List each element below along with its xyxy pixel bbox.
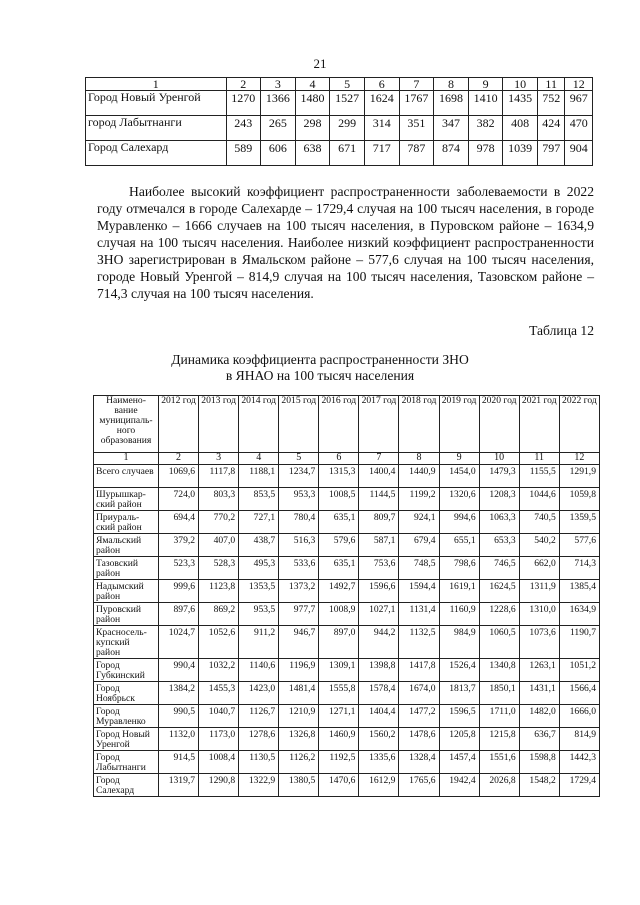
value-cell: 1674,0: [399, 682, 439, 705]
value-cell: 1126,7: [239, 705, 279, 728]
value-cell: 1290,8: [199, 774, 239, 797]
year-header-cell: 2012 год: [159, 396, 199, 453]
value-cell: 1423,0: [239, 682, 279, 705]
value-cell: 1228,6: [479, 603, 519, 626]
page-number: 21: [313, 56, 327, 71]
value-cell: 606: [261, 141, 296, 166]
table-row: [86, 91, 593, 116]
value-cell: 727,1: [239, 511, 279, 534]
value-cell: 1032,2: [199, 659, 239, 682]
value-cell: 587,1: [359, 534, 399, 557]
column-number-cell: 3: [261, 78, 296, 91]
value-cell: 897,6: [159, 603, 199, 626]
column-number-cell: 9: [468, 78, 503, 91]
table-row: [94, 705, 600, 728]
value-cell: 1359,5: [559, 511, 599, 534]
column-number-cell: 2: [159, 453, 199, 465]
value-cell: 1551,6: [479, 751, 519, 774]
column-number-cell: 8: [434, 78, 469, 91]
value-cell: 897,0: [319, 626, 359, 659]
value-cell: 1765,6: [399, 774, 439, 797]
value-cell: 1619,1: [439, 580, 479, 603]
value-cell: 662,0: [519, 557, 559, 580]
value-cell: 299: [330, 116, 365, 141]
value-cell: 1192,5: [319, 751, 359, 774]
value-cell: 1052,6: [199, 626, 239, 659]
top-table: [85, 77, 593, 166]
value-cell: 724,0: [159, 488, 199, 511]
value-cell: 1366: [261, 91, 296, 116]
value-cell: 924,1: [399, 511, 439, 534]
table-title-line1: Динамика коэффициента распространенности ЗНО: [171, 352, 469, 367]
column-number-cell: 4: [295, 78, 330, 91]
value-cell: 911,2: [239, 626, 279, 659]
value-cell: 523,3: [159, 557, 199, 580]
value-cell: 1160,9: [439, 603, 479, 626]
value-cell: 298: [295, 116, 330, 141]
value-cell: 636,7: [519, 728, 559, 751]
value-cell: 1454,0: [439, 465, 479, 488]
value-cell: 1044,6: [519, 488, 559, 511]
value-cell: 1051,2: [559, 659, 599, 682]
table-row: [94, 603, 600, 626]
value-cell: 382: [468, 116, 503, 141]
value-cell: 874: [434, 141, 469, 166]
value-cell: 1326,8: [279, 728, 319, 751]
column-number-cell: 8: [399, 453, 439, 465]
value-cell: 814,9: [559, 728, 599, 751]
value-cell: 1132,0: [159, 728, 199, 751]
value-cell: 1155,5: [519, 465, 559, 488]
value-cell: 408: [503, 116, 538, 141]
value-cell: 1117,8: [199, 465, 239, 488]
value-cell: 904: [565, 141, 593, 166]
value-cell: 1210,9: [279, 705, 319, 728]
value-cell: 1322,9: [239, 774, 279, 797]
value-cell: 1596,6: [359, 580, 399, 603]
row-name-cell: Шурышкар-ский район: [94, 488, 159, 511]
row-name-cell: Красносель-купский район: [94, 626, 159, 659]
row-name-cell: Тазовский район: [94, 557, 159, 580]
value-cell: 1480: [295, 91, 330, 116]
table-row: [94, 626, 600, 659]
value-cell: 984,9: [439, 626, 479, 659]
table-label: Таблица 12: [529, 323, 594, 338]
value-cell: 2026,8: [479, 774, 519, 797]
value-cell: 1417,8: [399, 659, 439, 682]
value-cell: 946,7: [279, 626, 319, 659]
row-name-cell: город Лабытнанги: [86, 116, 227, 141]
value-cell: 1140,6: [239, 659, 279, 682]
table-row: [86, 141, 593, 166]
column-number-cell: 10: [479, 453, 519, 465]
value-cell: 1131,4: [399, 603, 439, 626]
value-cell: 265: [261, 116, 296, 141]
value-cell: 347: [434, 116, 469, 141]
table-row: [94, 557, 600, 580]
table-row: [94, 659, 600, 682]
column-number-cell: 1: [86, 78, 227, 91]
value-cell: 1027,1: [359, 603, 399, 626]
table-row: [94, 751, 600, 774]
value-cell: 1234,7: [279, 465, 319, 488]
value-cell: 1398,8: [359, 659, 399, 682]
table-title-line2: в ЯНАО на 100 тысяч населения: [225, 368, 415, 383]
value-cell: 1188,1: [239, 465, 279, 488]
value-cell: 1196,9: [279, 659, 319, 682]
value-cell: 1309,1: [319, 659, 359, 682]
value-cell: 540,2: [519, 534, 559, 557]
table-row: [94, 774, 600, 797]
value-cell: 752: [537, 91, 564, 116]
value-cell: 780,4: [279, 511, 319, 534]
value-cell: 978: [468, 141, 503, 166]
value-cell: 1190,7: [559, 626, 599, 659]
value-cell: 1478,6: [399, 728, 439, 751]
value-cell: 1460,9: [319, 728, 359, 751]
value-cell: 1132,5: [399, 626, 439, 659]
row-name-cell: Надымский район: [94, 580, 159, 603]
value-cell: 533,6: [279, 557, 319, 580]
value-cell: 1311,9: [519, 580, 559, 603]
value-cell: 869,2: [199, 603, 239, 626]
table-row: [94, 465, 600, 488]
value-cell: 1024,7: [159, 626, 199, 659]
value-cell: 1440,9: [399, 465, 439, 488]
value-cell: 1711,0: [479, 705, 519, 728]
value-cell: 797: [537, 141, 564, 166]
value-cell: 953,5: [239, 603, 279, 626]
value-cell: 1328,4: [399, 751, 439, 774]
table-row: [94, 488, 600, 511]
value-cell: 787: [399, 141, 434, 166]
value-cell: 1526,4: [439, 659, 479, 682]
value-cell: 1596,5: [439, 705, 479, 728]
value-cell: 1492,7: [319, 580, 359, 603]
value-cell: 1040,7: [199, 705, 239, 728]
row-name-cell: Город Салехард: [94, 774, 159, 797]
value-cell: 314: [364, 116, 399, 141]
value-cell: 1278,6: [239, 728, 279, 751]
value-cell: 953,3: [279, 488, 319, 511]
value-cell: 1634,9: [559, 603, 599, 626]
value-cell: 1482,0: [519, 705, 559, 728]
value-cell: 1060,5: [479, 626, 519, 659]
column-number-cell: 1: [94, 453, 159, 465]
year-header-cell: 2021 год: [519, 396, 559, 453]
column-number-cell: 12: [559, 453, 599, 465]
value-cell: 914,5: [159, 751, 199, 774]
value-cell: 1729,4: [559, 774, 599, 797]
value-cell: 770,2: [199, 511, 239, 534]
value-cell: 717: [364, 141, 399, 166]
value-cell: 1435: [503, 91, 538, 116]
value-cell: 1039: [503, 141, 538, 166]
year-header-cell: 2020 год: [479, 396, 519, 453]
value-cell: 1270: [226, 91, 261, 116]
value-cell: 1320,6: [439, 488, 479, 511]
value-cell: 438,7: [239, 534, 279, 557]
value-cell: 528,3: [199, 557, 239, 580]
body-paragraph: Наиболее высокий коэффициент распространенности заболеваемости в 2022 году отмечался в городе Салехарде – 1729,4 случая на 100 тысяч населения, в городе Муравленко – 1666 случаев на 100 тысяч населения, в Пуровском районе – 1634,9 случая на 100 тысяч населения. Наиболее низкий коэффициент распространенности ЗНО зарегистрирован в Ямальском районе – 577,6 случая на 100 тысяч населения, городе Новый Уренгой – 814,9 случая на 100 тысяч населения, Тазовском районе – 714,3 случая на 100 тысяч населения.: [97, 184, 594, 301]
value-cell: 424: [537, 116, 564, 141]
value-cell: 1126,2: [279, 751, 319, 774]
value-cell: 1310,0: [519, 603, 559, 626]
table-header-row: [86, 78, 593, 91]
table-row: [86, 116, 593, 141]
value-cell: 1813,7: [439, 682, 479, 705]
value-cell: 1698: [434, 91, 469, 116]
header-name-cell: Наимено-вание муниципаль-ного образования: [94, 396, 159, 453]
value-cell: 638: [295, 141, 330, 166]
value-cell: 748,5: [399, 557, 439, 580]
value-cell: 579,6: [319, 534, 359, 557]
value-cell: 977,7: [279, 603, 319, 626]
value-cell: 1069,6: [159, 465, 199, 488]
table-row: [94, 534, 600, 557]
value-cell: 1455,3: [199, 682, 239, 705]
value-cell: 714,3: [559, 557, 599, 580]
value-cell: 1340,8: [479, 659, 519, 682]
value-cell: 1767: [399, 91, 434, 116]
value-cell: 1205,8: [439, 728, 479, 751]
value-cell: 1319,7: [159, 774, 199, 797]
table-title: [0, 352, 640, 384]
value-cell: 1384,2: [159, 682, 199, 705]
year-header-cell: 2016 год: [319, 396, 359, 453]
value-cell: 1555,8: [319, 682, 359, 705]
row-name-cell: Всего случаев: [94, 465, 159, 488]
year-header-cell: 2022 год: [559, 396, 599, 453]
value-cell: 1400,4: [359, 465, 399, 488]
column-number-cell: 10: [503, 78, 538, 91]
value-cell: 679,4: [399, 534, 439, 557]
value-cell: 1208,3: [479, 488, 519, 511]
value-cell: 753,6: [359, 557, 399, 580]
row-name-cell: Город Салехард: [86, 141, 227, 166]
value-cell: 1624,5: [479, 580, 519, 603]
value-cell: 1578,4: [359, 682, 399, 705]
value-cell: 470: [565, 116, 593, 141]
value-cell: 967: [565, 91, 593, 116]
value-cell: 1598,8: [519, 751, 559, 774]
value-cell: 1850,1: [479, 682, 519, 705]
value-cell: 1215,8: [479, 728, 519, 751]
value-cell: 1527: [330, 91, 365, 116]
column-number-cell: 12: [565, 78, 593, 91]
value-cell: 1457,4: [439, 751, 479, 774]
column-number-cell: 6: [319, 453, 359, 465]
column-number-cell: 5: [330, 78, 365, 91]
year-header-cell: 2018 год: [399, 396, 439, 453]
value-cell: 1008,4: [199, 751, 239, 774]
value-cell: 655,1: [439, 534, 479, 557]
value-cell: 999,6: [159, 580, 199, 603]
row-name-cell: Город Ноябрьск: [94, 682, 159, 705]
value-cell: 994,6: [439, 511, 479, 534]
value-cell: 944,2: [359, 626, 399, 659]
value-cell: 1263,1: [519, 659, 559, 682]
value-cell: 746,5: [479, 557, 519, 580]
column-number-cell: 2: [226, 78, 261, 91]
row-name-cell: Город Губкинский: [94, 659, 159, 682]
value-cell: 1271,1: [319, 705, 359, 728]
column-number-cell: 11: [519, 453, 559, 465]
value-cell: 653,3: [479, 534, 519, 557]
table-row: [94, 682, 600, 705]
value-cell: 516,3: [279, 534, 319, 557]
row-name-cell: Город Новый Уренгой: [86, 91, 227, 116]
value-cell: 407,0: [199, 534, 239, 557]
value-cell: 1404,4: [359, 705, 399, 728]
value-cell: 1442,3: [559, 751, 599, 774]
row-name-cell: Пуровский район: [94, 603, 159, 626]
value-cell: 1666,0: [559, 705, 599, 728]
table-row: [94, 580, 600, 603]
year-header-cell: 2017 год: [359, 396, 399, 453]
value-cell: 351: [399, 116, 434, 141]
value-cell: 1380,5: [279, 774, 319, 797]
year-header-cell: 2014 год: [239, 396, 279, 453]
column-number-cell: 4: [239, 453, 279, 465]
value-cell: 1560,2: [359, 728, 399, 751]
table-header-row: [94, 396, 600, 453]
column-number-cell: 6: [364, 78, 399, 91]
row-name-cell: Город Муравленко: [94, 705, 159, 728]
value-cell: 1008,9: [319, 603, 359, 626]
value-cell: 740,5: [519, 511, 559, 534]
value-cell: 1566,4: [559, 682, 599, 705]
value-cell: 1624: [364, 91, 399, 116]
value-cell: 495,3: [239, 557, 279, 580]
value-cell: 1477,2: [399, 705, 439, 728]
value-cell: 1479,3: [479, 465, 519, 488]
value-cell: 990,4: [159, 659, 199, 682]
column-number-cell: 7: [399, 78, 434, 91]
value-cell: 1063,3: [479, 511, 519, 534]
row-name-cell: Город Новый Уренгой: [94, 728, 159, 751]
row-name-cell: Ямальский район: [94, 534, 159, 557]
value-cell: 1291,9: [559, 465, 599, 488]
value-cell: 589: [226, 141, 261, 166]
main-table: [93, 395, 600, 797]
value-cell: 803,3: [199, 488, 239, 511]
value-cell: 379,2: [159, 534, 199, 557]
table-row: [94, 511, 600, 534]
value-cell: 1008,5: [319, 488, 359, 511]
value-cell: 1373,2: [279, 580, 319, 603]
value-cell: 1431,1: [519, 682, 559, 705]
value-cell: 243: [226, 116, 261, 141]
table-row: [94, 728, 600, 751]
value-cell: 1410: [468, 91, 503, 116]
column-number-cell: 7: [359, 453, 399, 465]
value-cell: 1594,4: [399, 580, 439, 603]
value-cell: 694,4: [159, 511, 199, 534]
column-number-row: [94, 453, 600, 465]
value-cell: 1481,4: [279, 682, 319, 705]
value-cell: 1353,5: [239, 580, 279, 603]
value-cell: 1144,5: [359, 488, 399, 511]
value-cell: 1385,4: [559, 580, 599, 603]
value-cell: 577,6: [559, 534, 599, 557]
value-cell: 671: [330, 141, 365, 166]
value-cell: 1123,8: [199, 580, 239, 603]
year-header-cell: 2013 год: [199, 396, 239, 453]
value-cell: 990,5: [159, 705, 199, 728]
row-name-cell: Город Лабытнанги: [94, 751, 159, 774]
value-cell: 1315,3: [319, 465, 359, 488]
value-cell: 1073,6: [519, 626, 559, 659]
value-cell: 1470,6: [319, 774, 359, 797]
year-header-cell: 2019 год: [439, 396, 479, 453]
column-number-cell: 9: [439, 453, 479, 465]
column-number-cell: 5: [279, 453, 319, 465]
value-cell: 853,5: [239, 488, 279, 511]
year-header-cell: 2015 год: [279, 396, 319, 453]
value-cell: 1059,8: [559, 488, 599, 511]
value-cell: 635,1: [319, 511, 359, 534]
row-name-cell: Приураль-ский район: [94, 511, 159, 534]
value-cell: 1173,0: [199, 728, 239, 751]
value-cell: 1942,4: [439, 774, 479, 797]
value-cell: 1130,5: [239, 751, 279, 774]
value-cell: 1548,2: [519, 774, 559, 797]
column-number-cell: 3: [199, 453, 239, 465]
value-cell: 1335,6: [359, 751, 399, 774]
value-cell: 1199,2: [399, 488, 439, 511]
column-number-cell: 11: [537, 78, 564, 91]
value-cell: 798,6: [439, 557, 479, 580]
value-cell: 809,7: [359, 511, 399, 534]
value-cell: 635,1: [319, 557, 359, 580]
value-cell: 1612,9: [359, 774, 399, 797]
